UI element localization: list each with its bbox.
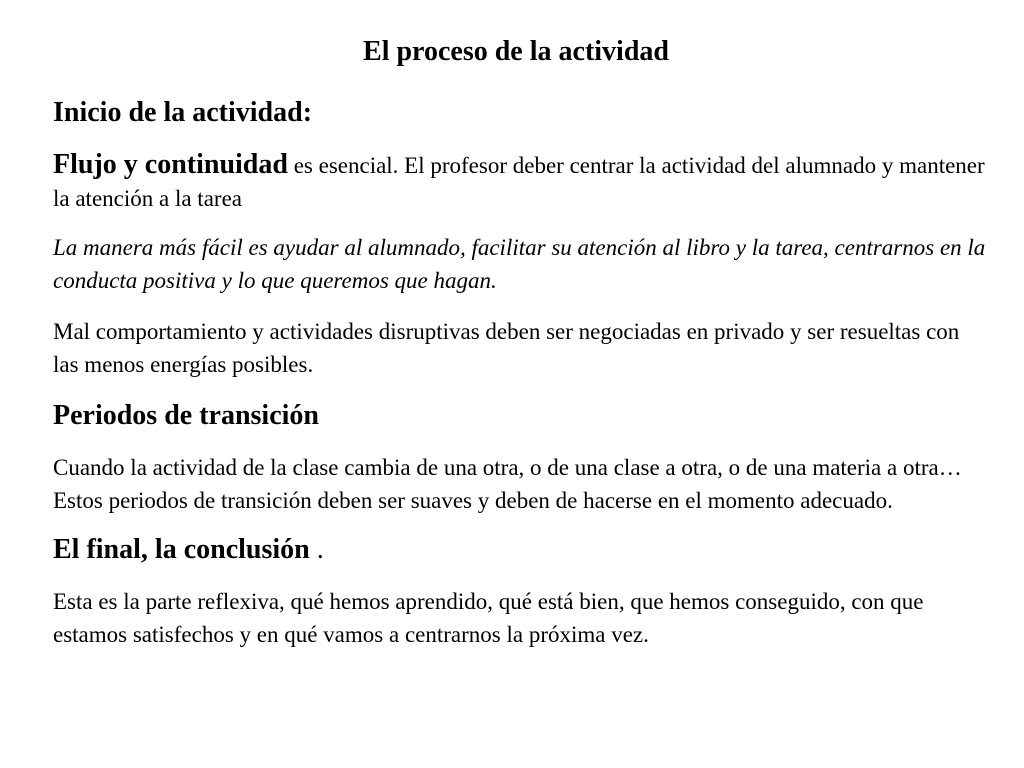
slide-title: El proceso de la actividad — [363, 36, 669, 67]
heading-inicio: Inicio de la actividad: — [53, 97, 313, 128]
flujo-lead-text: Flujo y continuidad — [53, 149, 288, 180]
heading-final — [53, 533, 988, 567]
slide-content — [53, 96, 988, 651]
paragraph-periodos: Cuando la actividad de la clase cambia de una otra, o de una clase a otra, o de una materia a otra… Estos periodos de transición deben ser suaves y deben de hacerse en el momento adecuado. — [53, 455, 962, 513]
heading-periodos: Periodos de transición — [53, 400, 319, 431]
paragraph-manera: La manera más fácil es ayudar al alumnado, facilitar su atención al libro y la tarea, centrarnos en la conducta positiva y lo que queremos que hagan. — [53, 235, 986, 293]
final-heading-tail: . — [309, 534, 324, 565]
flujo-body-text: es esencial. El profesor deber centrar la actividad del alumnado y mantener la atención a la tarea — [53, 153, 985, 211]
paragraph-flujo — [53, 148, 988, 215]
final-heading-bold: El final, la conclusión — [53, 534, 310, 565]
paragraph-final: Esta es la parte reflexiva, qué hemos aprendido, qué está bien, que hemos conseguido, con que estamos satisfechos y en qué vamos a centrarnos la próxima vez. — [53, 589, 924, 647]
paragraph-mal-comportamiento: Mal comportamiento y actividades disruptivas deben ser negociadas en privado y ser resueltas con las menos energías posibles. — [53, 319, 960, 377]
